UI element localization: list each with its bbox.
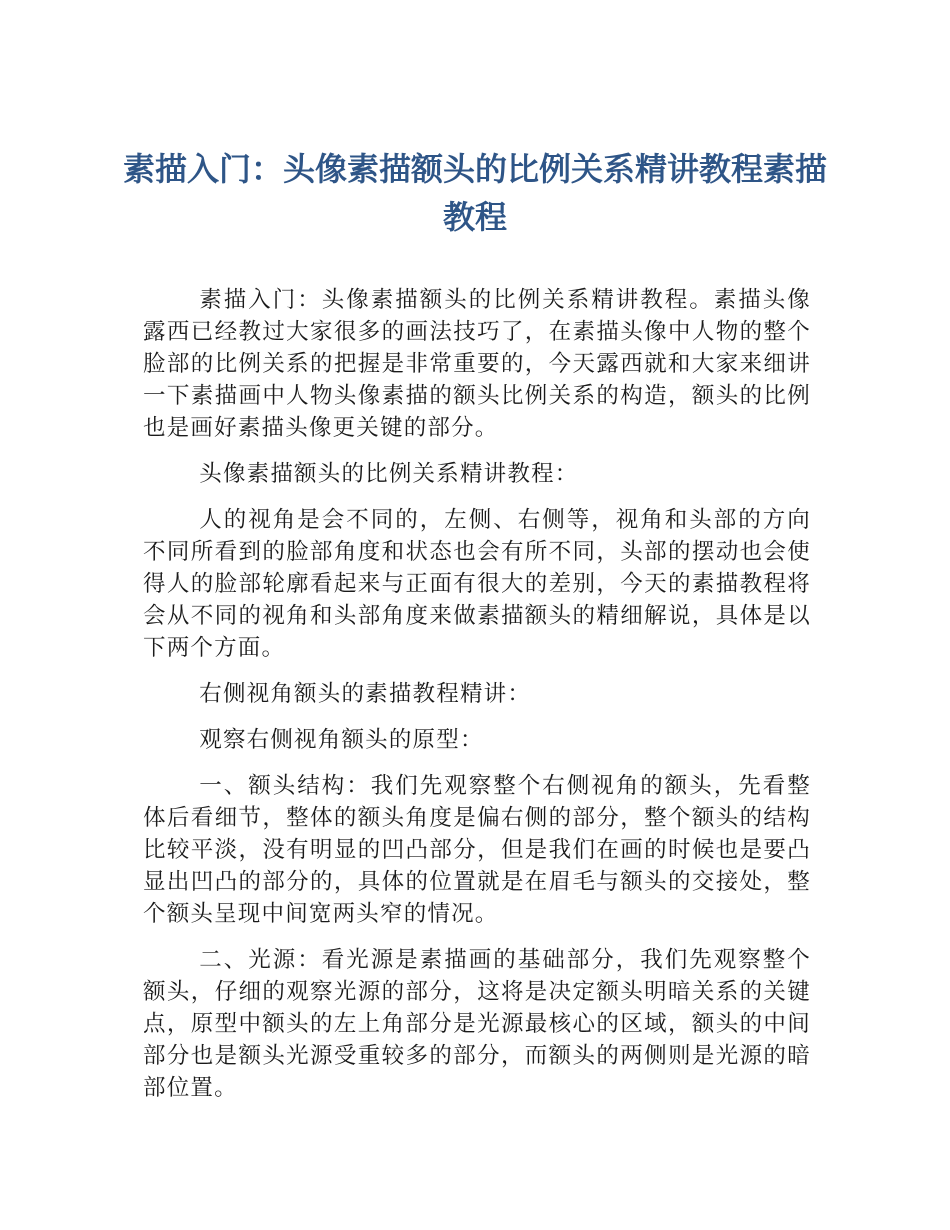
paragraph-intro: 素描入门：头像素描额头的比例关系精讲教程。素描头像露西已经教过大家很多的画法技巧了，在素描头像中人物的整个脸部的比例关系的把握是非常重要的，今天露西就和大家来细讲一下素描画中人物头像素描的额头比例关系的构造，额头的比例也是画好素描头像更关键的部分。 xyxy=(143,287,811,441)
paragraph-observe-prototype: 观察右侧视角额头的原型： xyxy=(199,727,484,753)
document-title: 素描入门：头像素描额头的比例关系精讲教程素描教程 xyxy=(122,150,827,236)
paragraph-right-view-heading: 右侧视角额头的素描教程精讲： xyxy=(199,681,532,707)
paragraph-section-heading: 头像素描额头的比例关系精讲教程： xyxy=(199,461,579,487)
paragraph-forehead-structure: 一、额头结构：我们先观察整个右侧视角的额头，先看整体后看细节，整体的额头角度是偏右侧的部分，整个额头的结构比较平淡，没有明显的凹凸部分，但是我们在画的时候也是要凸显出凹凸的部分的，具体的位置就是在眉毛与额头的交接处，整个额头呈现中间宽两头窄的情况。 xyxy=(143,773,811,927)
document-body xyxy=(143,284,811,1118)
paragraph-light-source: 二、光源：看光源是素描画的基础部分，我们先观察整个额头，仔细的观察光源的部分，这将是决定额头明暗关系的关键点，原型中额头的左上角部分是光源最核心的区域，额头的中间部分也是额头光源受重较多的部分，而额头的两侧则是光源的暗部位置。 xyxy=(143,947,811,1101)
paragraph-viewing-angle: 人的视角是会不同的，左侧、右侧等，视角和头部的方向不同所看到的脸部角度和状态也会有所不同，头部的摆动也会使得人的脸部轮廓看起来与正面有很大的差别，今天的素描教程将会从不同的视角和头部角度来做素描额头的精细解说，具体是以下两个方面。 xyxy=(143,507,811,661)
